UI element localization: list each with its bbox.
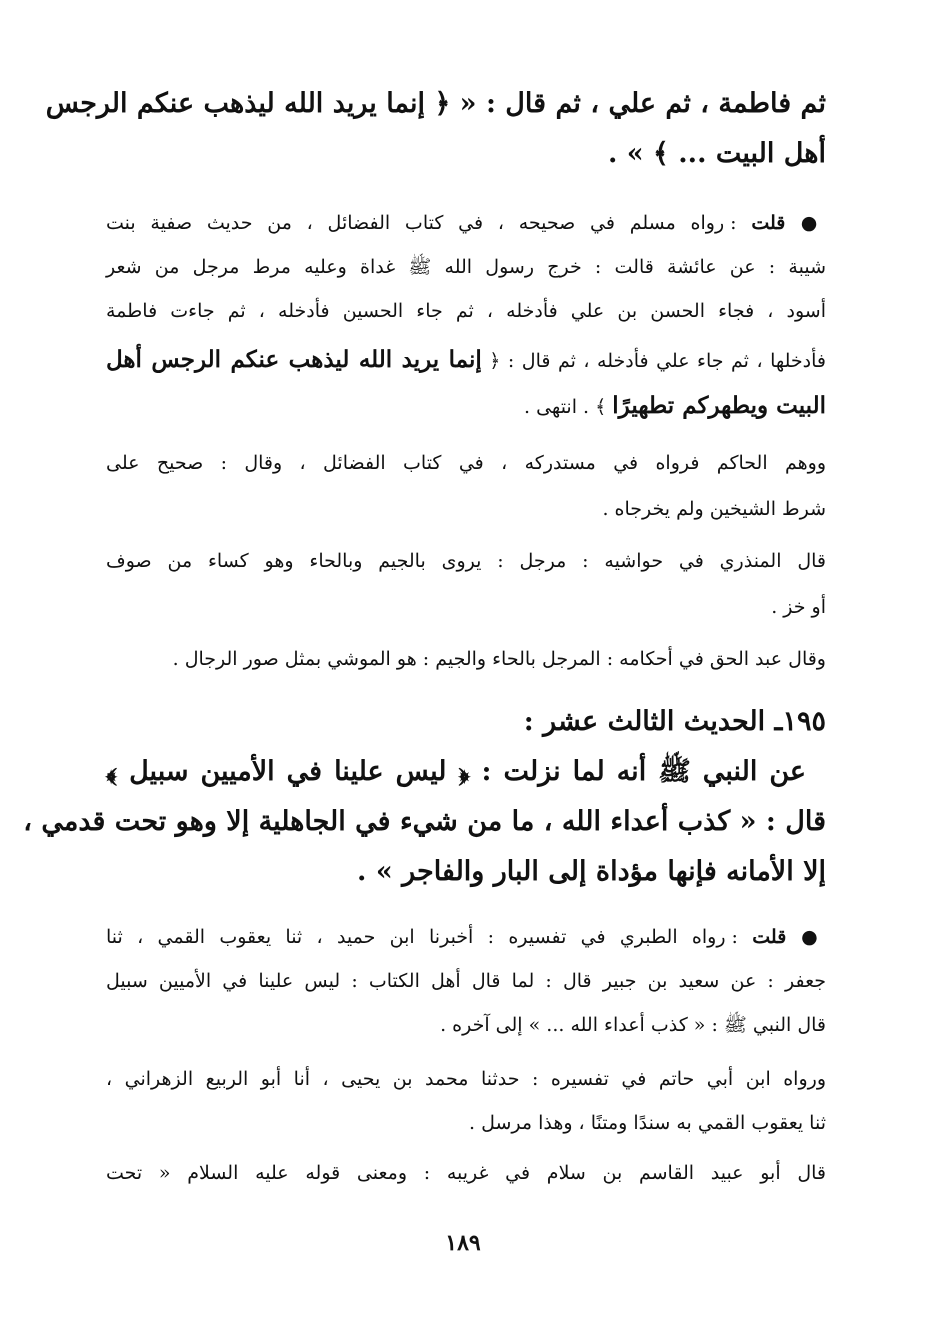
hadith-heading: ١٩٥ـ الحديث الثالث عشر : xyxy=(523,706,826,737)
commentary-line: قال النبي ﷺ : « كذب أعداء الله ... » إلى آخره . xyxy=(440,1014,826,1036)
commentary-line: قال أبو عبيد القاسم بن سلام في غريبه : ومعنى قوله عليه السلام « تحت xyxy=(106,1162,826,1184)
commentary-line: جعفر : عن سعيد بن جبير قال : لما قال أهل الكتاب : ليس علينا في الأميين سبيل xyxy=(106,970,826,992)
commentary-line: قال المنذري في حواشيه : مرجل : يروى بالجيم وبالحاء وهو كساء من صوف xyxy=(106,550,826,572)
commentary-line xyxy=(106,346,826,374)
hadith-text-line: عن النبي ﷺ أنه لما نزلت : ﴿ ليس علينا في الأميين سبيل ﴾ xyxy=(106,756,806,787)
commentary-line xyxy=(106,392,826,420)
hadith-text-line: قال : « كذب أعداء الله ، ما من شيء في الجاهلية إلا وهو تحت قدمي ، xyxy=(23,806,826,837)
commentary-line: ورواه ابن أبي حاتم في تفسيره : حدثنا محمد بن يحيى ، أنا أبو الربيع الزهراني ، xyxy=(106,1068,826,1090)
commentary-line: شرط الشيخين ولم يخرجاه . xyxy=(602,498,826,520)
commentary-line: شيبة : عن عائشة قالت : خرج رسول الله ﷺ غداة وعليه مرط مرجل من شعر xyxy=(106,256,826,278)
qult-marker: ● قلت xyxy=(752,926,826,948)
commentary-line: أو خز . xyxy=(771,596,826,618)
quran-verse-text: البيت ويطهركم تطهيرًا xyxy=(612,392,826,419)
commentary-text: ﴾ . انتهى . xyxy=(524,396,607,418)
commentary-line: وقال عبد الحق في أحكامه : المرجل بالحاء والجيم : هو الموشي بمثل صور الرجال . xyxy=(172,648,826,670)
commentary-line xyxy=(106,212,826,235)
commentary-text: : رواه الطبري في تفسيره : أخبرنا ابن حميد ، ثنا يعقوب القمي ، ثنا xyxy=(106,926,738,948)
commentary-line: ووهم الحاكم فرواه في مستدركه ، في كتاب الفضائل ، وقال : صحيح على xyxy=(106,452,826,474)
commentary-line: ثنا يعقوب القمي به سندًا ومتنًا ، وهذا مرسل . xyxy=(468,1112,826,1134)
commentary-text: : رواه مسلم في صحيحه ، في كتاب الفضائل ، من حديث صفية بنت xyxy=(106,212,737,234)
hadith-text-line: ثم فاطمة ، ثم علي ، ثم قال : « ﴿ إنما يريد الله ليذهب عنكم الرجس xyxy=(45,88,826,119)
hadith-text-line: إلا الأمانه فإنها مؤداة إلى البار والفاجر » . xyxy=(357,856,826,887)
commentary-text: فأدخلها ، ثم جاء علي فأدخله ، ثم قال : ﴿ xyxy=(489,350,826,372)
commentary-line: أسود ، فجاء الحسن بن علي فأدخله ، ثم جاء الحسين فأدخله ، ثم جاءت فاطمة xyxy=(106,300,826,322)
qult-marker: ● قلت xyxy=(751,212,826,234)
commentary-line xyxy=(106,926,826,949)
hadith-text-line: أهل البيت ... ﴾ » . xyxy=(607,138,826,169)
page-number: ١٨٩ xyxy=(445,1230,481,1256)
quran-verse-text: إنما يريد الله ليذهب عنكم الرجس أهل xyxy=(106,346,482,373)
